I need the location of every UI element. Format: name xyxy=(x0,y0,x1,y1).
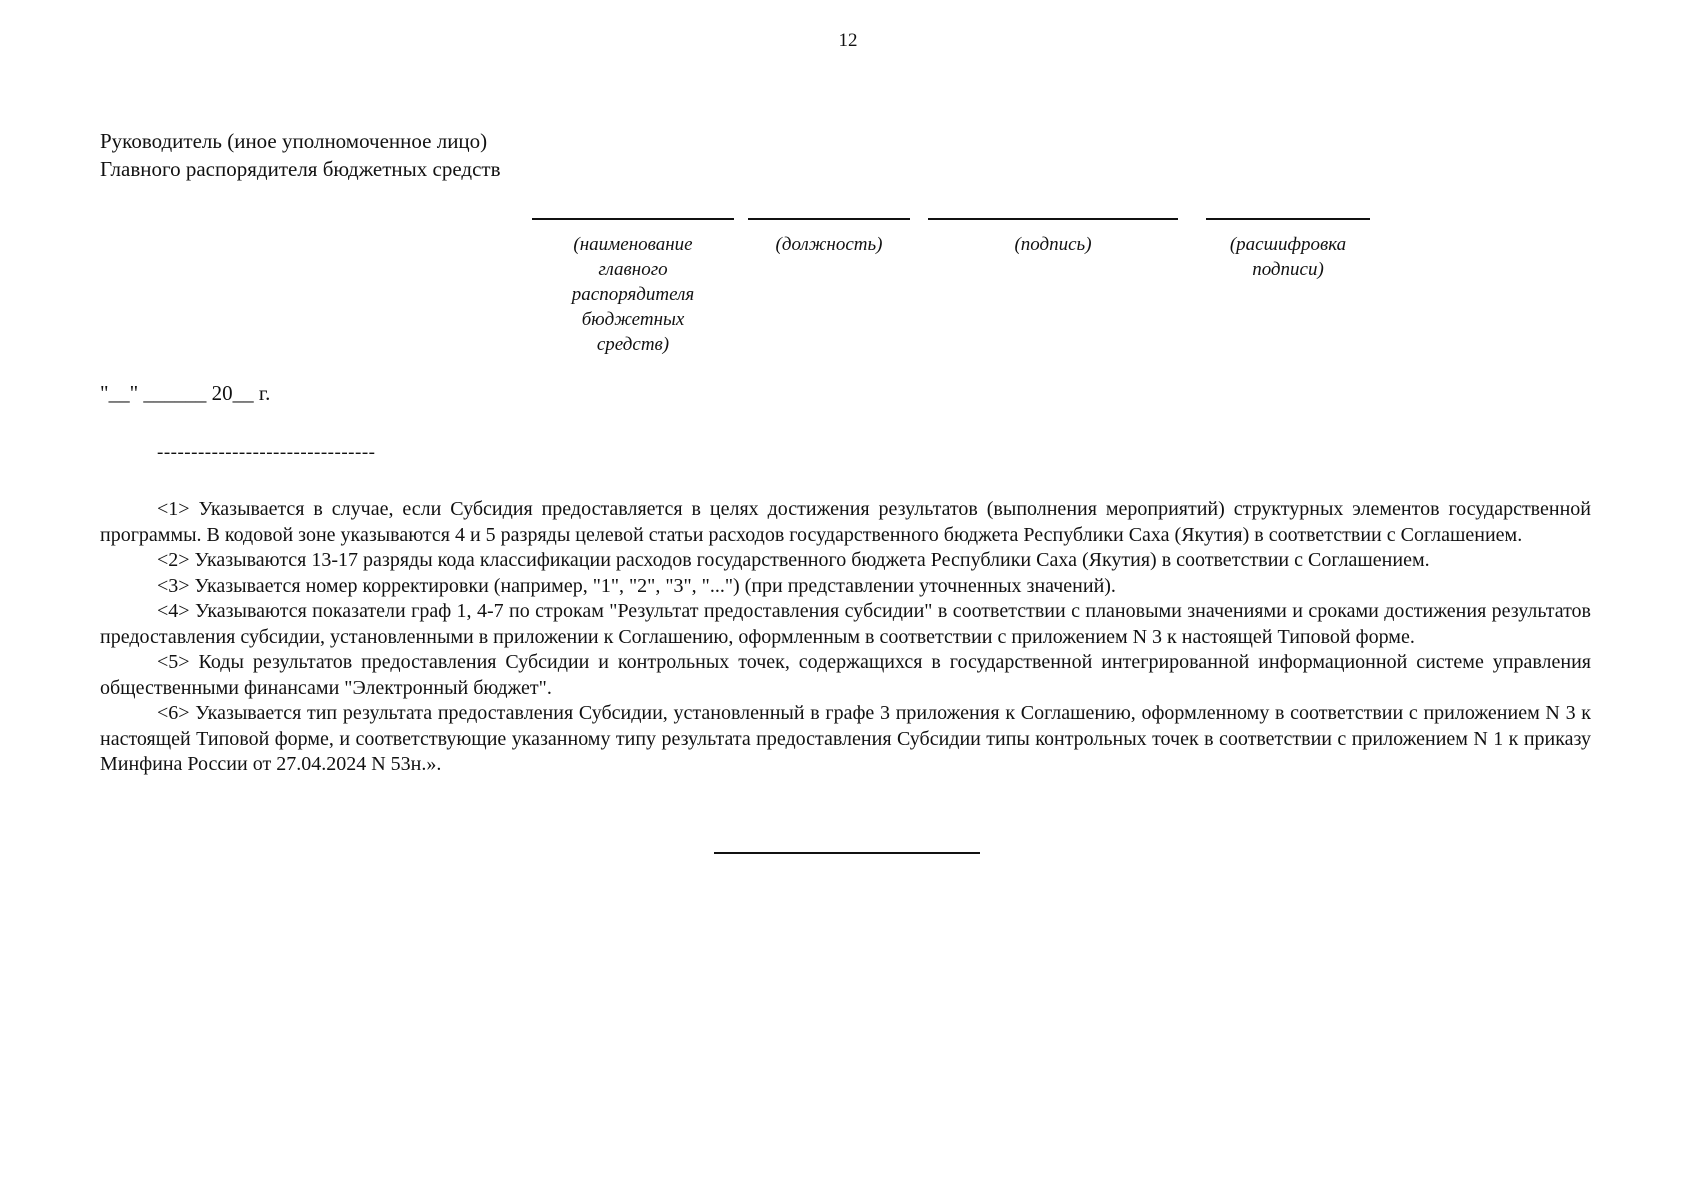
signature-line-name xyxy=(1206,218,1370,220)
end-rule xyxy=(714,852,980,854)
footnote-4: <4> Указываются показатели граф 1, 4-7 по строкам "Результат предоставления субсидии" в соответствии с плановыми значениями и сроками достижения результатов предоставления субсидии, установленными в приложении к Соглашению, оформленным в соответствии с приложением N 3 к настоящей Типовой форме. xyxy=(100,600,1591,648)
footnote-6: <6> Указывается тип результата предоставления Субсидии, установленный в графе 3 приложения к Соглашению, оформленному в соответствии с приложением N 3 к настоящей Типовой форме, и соответствующие указанному типу результата предоставления Субсидии типы контрольных точек в соответствии с приложением N 1 к приказу Минфина России от 27.04.2024 N 53н.». xyxy=(100,702,1591,775)
signature-line-position xyxy=(748,218,910,220)
caption-organization: (наименование главного распорядителя бюджетных средств) xyxy=(571,234,695,355)
caption-name: (расшифровка подписи) xyxy=(1229,234,1347,280)
footnote-separator: -------------------------------- xyxy=(157,442,376,463)
date-line: "__" ______ 20__ г. xyxy=(100,381,271,405)
caption-signature: (подпись) xyxy=(1014,234,1092,255)
footnotes-list xyxy=(100,497,1591,778)
signer-title: Руководитель (иное уполномоченное лицо) Главного распорядителя бюджетных средств xyxy=(100,129,501,181)
signature-line-organization xyxy=(532,218,734,220)
signature-line-signature xyxy=(928,218,1178,220)
footnote-2: <2> Указываются 13-17 разряды кода классификации расходов государственного бюджета Республики Саха (Якутия) в соответствии с Соглашением. xyxy=(157,549,1430,571)
footnote-3: <3> Указывается номер корректировки (например, "1", "2", "3", "...") (при представлении уточненных значений). xyxy=(157,574,1116,597)
page-number: 12 xyxy=(838,30,858,51)
footnote-5: <5> Коды результатов предоставления Субсидии и контрольных точек, содержащихся в государственной интегрированной информационной системе управления общественными финансами "Электронный бюджет". xyxy=(100,651,1591,699)
caption-position: (должность) xyxy=(775,234,883,255)
footnote-1: <1> Указывается в случае, если Субсидия предоставляется в целях достижения результатов (выполнения мероприятий) структурных элементов государственной программы. В кодовой зоне указываются 4 и 5 разряды целевой статьи расходов государственного бюджета Республики Саха (Якутия) в соответствии с Соглашением. xyxy=(100,498,1591,546)
